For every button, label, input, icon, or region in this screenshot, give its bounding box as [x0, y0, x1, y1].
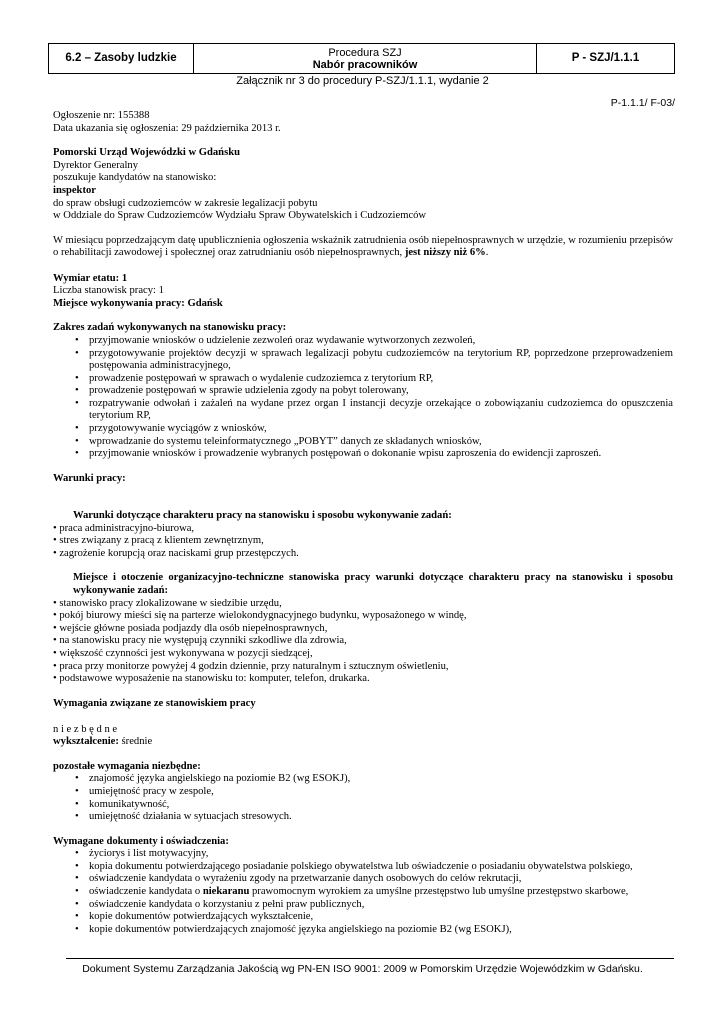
list-item: • rozpatrywanie odwołań i zażaleń na wydane przez organ I instancji decyzje orzekające o zobowiązaniu cudzoziemca do opuszczenia terytorium RP, — [53, 398, 673, 423]
conditions-heading: Warunki pracy: — [53, 472, 126, 484]
employer-director: Dyrektor Generalny — [53, 159, 139, 171]
list-item: • oświadczenie kandydata o wyrażeniu zgody na przetwarzanie danych osobowych do celów rekrutacji, — [53, 873, 673, 886]
tasks-list — [53, 335, 673, 461]
list-item: • podstawowe wyposażenie na stanowisku to: komputer, telefon, drukarka. — [53, 673, 370, 685]
disability-note: W miesiącu poprzedzającym datę upublicznienia ogłoszenia wskaźnik zatrudnienia osób niepełnosprawnych w urzędzie, w rozumieniu przepisów o rehabilitacji zawodowej i społecznej oraz zatrudnianiu osób niepełnosprawnych, jest niższy niż 6%. — [53, 234, 673, 259]
conditions-place-heading: Miejsce i otoczenie organizacyjno-techniczne stanowiska pracy warunki dotyczące charakteru pracy na stanowisku i sposobu wykonywanie zadań: — [73, 572, 673, 596]
header-procedure-line2: Nabór pracowników — [312, 58, 418, 71]
position-unit: w Oddziale do Spraw Cudzoziemców Wydziału Spraw Obywatelskich i Cudzoziemców — [53, 210, 427, 222]
requirements-list — [53, 773, 673, 823]
list-item: • znajomość języka angielskiego na poziomie B2 (wg ESOKJ), — [53, 773, 673, 786]
list-item: • przyjmowanie wniosków i prowadzenie wybranych postępowań o dokonanie wpisu zaproszenia do ewidencji zaproszeń. — [53, 448, 673, 461]
list-item: • praca administracyjno-biurowa, — [53, 522, 195, 534]
list-item: • prowadzenie postępowań w sprawach o wydalenie cudzoziemca z terytorium RP, — [53, 373, 673, 386]
list-item: • przygotowywanie projektów decyzji w sprawach legalizacji pobytu cudzoziemców na terytorium RP, poprzedzone przeprowadzeniem postępowania administracyjnego, — [53, 348, 673, 373]
position-title: inspektor — [53, 184, 96, 196]
announcement-date: Data ukazania się ogłoszenia: 29 października 2013 r. — [53, 122, 281, 134]
list-item: • umiejętność pracy w zespole, — [53, 786, 673, 799]
list-item: • umiejętność działania w sytuacjach stresowych. — [53, 811, 673, 824]
list-item: • życiorys i list motywacyjny, — [53, 848, 673, 861]
list-item: • wprowadzanie do systemu teleinformatycznego „POBYT” danych ze składanych wniosków, — [53, 436, 673, 449]
header-table — [48, 43, 675, 74]
employment-positions: Liczba stanowisk pracy: 1 — [53, 285, 164, 297]
list-item: • stres związany z pracą z klientem zewnętrznym, — [53, 535, 264, 547]
list-item: • przygotowywanie wyciągów z wniosków, — [53, 423, 673, 436]
header-procedure-line1: Procedura SZJ — [328, 46, 402, 59]
header-procedure — [194, 44, 537, 73]
list-item: • pokój biurowy mieści się na parterze wielokondygnacyjnego budynku, wyposażonego w windę, — [53, 610, 467, 622]
list-item: • praca przy monitorze powyżej 4 godzin dziennie, przy naturalnym i sztucznym oświetleniu, — [53, 660, 449, 672]
documents-heading: Wymagane dokumenty i oświadczenia: — [53, 835, 229, 847]
list-item: • zagrożenie korupcją oraz naciskami grup przestępczych. — [53, 547, 299, 559]
requirements-other-heading: pozostałe wymagania niezbędne: — [53, 760, 201, 772]
employment-fte: Wymiar etatu: 1 — [53, 272, 128, 284]
list-item: • prowadzenie postępowań w sprawie udzielenia zgody na pobyt tolerowany, — [53, 385, 673, 398]
employer-name: Pomorski Urząd Wojewódzki w Gdańsku — [53, 147, 240, 159]
list-item: • na stanowisku pracy nie występują czynniki szkodliwe dla zdrowia, — [53, 635, 347, 647]
list-item: • oświadczenie kandydata o niekaranu prawomocnym wyrokiem za umyślne przestępstwo lub umyślne przestępstwo skarbowe, — [53, 886, 673, 899]
requirements-education: wykształcenie: średnie — [53, 736, 153, 748]
documents-list — [53, 848, 673, 936]
requirements-heading: Wymagania związane ze stanowiskiem pracy — [53, 698, 256, 710]
header-code: P - SZJ/1.1.1 — [571, 52, 640, 65]
conditions-nature-heading: Warunki dotyczące charakteru pracy na stanowisku i sposobu wykonywanie zadań: — [73, 510, 452, 522]
footer-text: Dokument Systemu Zarządzania Jakością wg PN-EN ISO 9001: 2009 w Pomorskim Urzędzie Wojewódzkim w Gdańsku. — [82, 963, 643, 975]
list-item: • komunikatywność, — [53, 799, 673, 812]
form-code: P-1.1.1/ F-03/ — [610, 97, 675, 109]
position-scope: do spraw obsługi cudzoziemców w zakresie legalizacji pobytu — [53, 197, 318, 209]
list-item: • przyjmowanie wniosków o udzielenie zezwoleń oraz wydawanie wytworzonych zezwoleń, — [53, 335, 673, 348]
list-item: • stanowisko pracy zlokalizowane w siedzibie urzędu, — [53, 597, 282, 609]
list-item: • większość czynności jest wykonywana w pozycji siedzącej, — [53, 647, 313, 659]
employment-location: Miejsce wykonywania pracy: Gdańsk — [53, 297, 223, 309]
document-body — [53, 110, 673, 936]
employer-seeks: poszukuje kandydatów na stanowisko: — [53, 172, 217, 184]
header-section: 6.2 – Zasoby ludzkie — [49, 44, 194, 73]
announcement-number: Ogłoszenie nr: 155388 — [53, 110, 150, 121]
list-item: • kopia dokumentu potwierdzającego posiadanie polskiego obywatelstwa lub oświadczenie o posiadaniu obywatelstwa polskiego, — [53, 861, 673, 874]
requirements-necessary: n i e z b ę d n e — [53, 723, 118, 735]
tasks-heading: Zakres zadań wykonywanych na stanowisku pracy: — [53, 322, 287, 334]
footer-divider — [66, 958, 674, 959]
list-item: • wejście główne posiada podjazdy dla osób niepełnosprawnych, — [53, 622, 328, 634]
attachment-line: Załącznik nr 3 do procedury P-SZJ/1.1.1, wydanie 2 — [236, 75, 489, 87]
list-item: • kopie dokumentów potwierdzających znajomość języka angielskiego na poziomie B2 (wg ESOKJ), — [53, 924, 673, 937]
list-item: • kopie dokumentów potwierdzających wykształcenie, — [53, 911, 673, 924]
list-item: • oświadczenie kandydata o korzystaniu z pełni praw publicznych, — [53, 899, 673, 912]
